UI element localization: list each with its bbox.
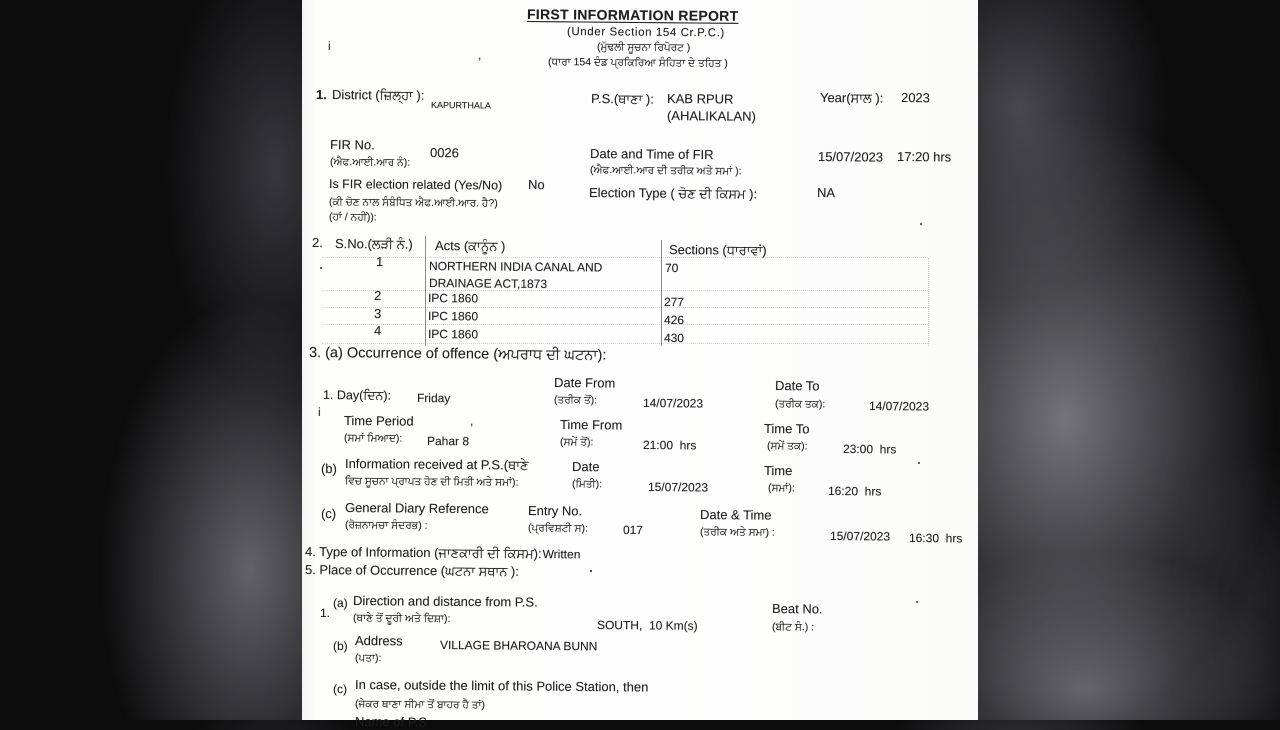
address-value: VILLAGE BHAROANA BUNN	[439, 638, 598, 654]
table-rule	[322, 290, 928, 291]
stray-mark: ,	[469, 414, 474, 429]
time-to-label-punjabi: (ਸਮੇਂ ਤਕ):	[766, 440, 808, 453]
item-marker: (c)	[332, 682, 348, 697]
table-rule	[322, 257, 928, 258]
time-to-label: Time To	[763, 421, 810, 437]
election-type-label: Election Type ( ਚੋਣ ਦੀ ਕਿਸਮ ):	[588, 185, 758, 202]
info-received-label: Information received at P.S.(ਥਾਣੇ	[344, 456, 529, 473]
speck	[918, 462, 920, 464]
direction-label-punjabi: (ਥਾਣੇ ਤੋਂ ਦੂਰੀ ਅਤੇ ਦਿਸ਼ਾ):	[352, 612, 451, 625]
info-received-label-punjabi: ਵਿਚ ਸੂਚਨਾ ਪ੍ਰਾਪਤ ਹੋਣ ਦੀ ਮਿਤੀ ਅਤੇ ਸਮਾਂ):	[344, 475, 519, 489]
diary-datetime-label: Date & Time	[699, 507, 772, 523]
table-cell-section: 70	[664, 261, 679, 276]
item-marker: (c)	[320, 506, 337, 522]
acts-header-sno: S.No.(ਲੜੀ ਨੰ.)	[334, 236, 413, 252]
election-related-label: Is FIR election related (Yes/No)	[328, 177, 503, 193]
item-marker: (a)	[332, 596, 348, 611]
time-period-label: Time Period	[343, 413, 414, 429]
police-station-label: P.S.(ਥਾਣਾ ):	[590, 91, 654, 107]
info-type-value: Written	[542, 547, 581, 562]
outside-limit-label: In case, outside the limit of this Police Station, then	[354, 677, 649, 695]
fir-time-value: 17:20 hrs	[896, 149, 952, 165]
fir-date-value: 15/07/2023	[817, 149, 884, 165]
district-value: KAPURTHALA	[430, 100, 491, 111]
date-from-label: Date From	[553, 375, 616, 391]
report-subtitle-punjabi: (ਮੁੱਢਲੀ ਸੂਚਨਾ ਰਿਪੋਰਟ )	[596, 41, 691, 54]
table-rule	[322, 307, 928, 308]
info-received-date-value: 15/07/2023	[647, 480, 709, 495]
general-diary-label: General Diary Reference	[344, 500, 489, 517]
diary-date-value: 15/07/2023	[829, 529, 891, 544]
date-to-label: Date To	[774, 378, 820, 394]
outside-limit-label-punjabi: (ਜੇਕਰ ਥਾਣਾ ਸੀਮਾ ਤੋਂ ਬਾਹਰ ਹੈ ਤਾਂ)	[354, 698, 486, 712]
table-cell-act: IPC 1860	[427, 327, 479, 342]
section-number: 2.	[311, 235, 323, 251]
diary-datetime-label-punjabi: (ਤਰੀਕ ਅਤੇ ਸਮਾ) :	[699, 526, 775, 539]
table-rule	[322, 324, 928, 325]
section-number: 1.	[315, 87, 327, 103]
table-cell-act: IPC 1860	[427, 291, 479, 306]
fir-no-label-punjabi: (ਐਫ.ਆਈ.ਆਰ ਨੰ):	[329, 156, 411, 169]
district-label: District (ਜ਼ਿਲ੍ਹਾ ):	[331, 87, 425, 103]
table-column-divider	[661, 240, 662, 346]
fir-datetime-label-punjabi: (ਐਫ.ਆਈ.ਆਰ ਦੀ ਤਰੀਕ ਅਤੇ ਸਮਾਂ ):	[589, 164, 742, 178]
table-cell-section: 430	[663, 331, 685, 346]
report-section-punjabi: (ਧਾਰਾ 154 ਦੰਡ ਪ੍ਰਕਿਰਿਆ ਸੰਹਿਤਾ ਦੇ ਤਹਿਤ )	[547, 56, 728, 70]
day-label: 1. Day(ਦਿਨ):	[322, 388, 392, 403]
day-value: Friday	[416, 391, 451, 406]
beat-no-label: Beat No.	[771, 601, 823, 617]
item-marker: (b)	[332, 639, 348, 654]
speck	[590, 570, 592, 572]
direction-value: SOUTH, 10 Km(s)	[596, 618, 698, 633]
election-related-label-punjabi-2: (ਹਾਂ / ਨਹੀਂ)):	[328, 211, 377, 224]
fir-no-value: 0026	[429, 145, 459, 161]
table-cell-act: NORTHERN INDIA CANAL AND	[428, 259, 603, 275]
stray-mark: i	[327, 39, 331, 54]
time-to-value: 23:00 hrs	[842, 442, 897, 457]
beat-no-label-punjabi: (ਬੀਟ ਸੰ.) :	[771, 621, 815, 634]
time-from-label-punjabi: (ਸਮੇਂ ਤੋਂ):	[559, 436, 594, 449]
table-rule	[322, 343, 928, 344]
entry-no-label-punjabi: (ਪ੍ਰਵਿਸ਼ਟੀ ਸ):	[527, 522, 589, 535]
address-label-punjabi: (ਪਤਾ):	[354, 652, 382, 665]
date-from-value: 14/07/2023	[642, 396, 704, 411]
fir-no-label: FIR No.	[329, 137, 375, 153]
table-cell-sno: 4	[373, 323, 382, 339]
table-cell-act: IPC 1860	[427, 309, 479, 324]
info-type-label: 4. Type of Information (ਜਾਣਕਾਰੀ ਦੀ ਕਿਸਮ):	[304, 544, 542, 562]
year-label: Year(ਸਾਲ ):	[819, 90, 884, 106]
police-station-value: KAB RPUR	[666, 91, 734, 107]
table-cell-section: 426	[663, 313, 685, 328]
date-to-label-punjabi: (ਤਰੀਕ ਤਕ):	[774, 398, 826, 411]
outside-ps-name-label: Name of P.S	[354, 714, 428, 730]
occurrence-heading: 3. (a) Occurrence of offence (ਅਪਰਾਧ ਦੀ ਘਟਨਾ):	[308, 345, 607, 364]
election-related-value: No	[527, 177, 545, 193]
date-from-label-punjabi: (ਤਰੀਕ ਤੋਂ):	[553, 394, 598, 407]
stray-mark: i	[317, 405, 321, 420]
address-label: Address	[354, 633, 403, 649]
report-title: FIRST INFORMATION REPORT	[526, 6, 739, 24]
entry-no-value: 017	[622, 523, 644, 538]
direction-label: Direction and distance from P.S.	[352, 593, 538, 610]
info-received-date-label-punjabi: (ਮਿਤੀ):	[571, 478, 603, 491]
year-value: 2023	[900, 90, 930, 106]
table-column-divider	[425, 236, 426, 346]
speck	[920, 223, 922, 225]
time-period-value: Pahar 8	[426, 434, 470, 449]
place-heading: 5. Place of Occurrence (ਘਟਨਾ ਸਥਾਨ ):	[304, 562, 519, 579]
time-period-label-punjabi: (ਸਮਾਂ ਮਿਆਦ):	[343, 432, 403, 445]
report-subtitle: (Under Section 154 Cr.P.C.)	[566, 26, 725, 40]
speck	[320, 267, 322, 269]
table-cell-act-line2: DRAINAGE ACT,1873	[428, 276, 548, 292]
table-cell-sno: 1	[375, 254, 384, 270]
police-station-value-line2: (AHALIKALAN)	[666, 108, 756, 124]
info-received-time-label: Time	[763, 463, 793, 479]
speck	[916, 601, 918, 603]
acts-header-sections: Sections (ਧਾਰਾਵਾਂ)	[668, 242, 767, 258]
table-border	[928, 258, 929, 346]
stray-mark: ,	[477, 48, 482, 63]
general-diary-label-punjabi: (ਰੋਜ਼ਨਾਮਚਾ ਸੰਦਰਭ) :	[344, 519, 428, 532]
diary-time-value: 16:30 hrs	[908, 531, 963, 546]
time-from-label: Time From	[559, 417, 623, 433]
time-from-value: 21:00 hrs	[642, 438, 697, 453]
item-marker: (b)	[320, 461, 337, 477]
table-cell-sno: 2	[373, 288, 382, 304]
info-received-time-value: 16:20 hrs	[827, 484, 882, 499]
item-number: 1.	[319, 606, 331, 621]
fir-datetime-label: Date and Time of FIR	[589, 146, 714, 163]
info-type-row	[305, 544, 581, 561]
table-cell-section: 277	[663, 295, 685, 310]
entry-no-label: Entry No.	[527, 503, 583, 519]
acts-header-acts: Acts (ਕਾਨੂੰਨ )	[434, 238, 506, 254]
fir-document-page	[302, 0, 978, 730]
election-related-label-punjabi: (ਕੀ ਚੋਣ ਨਾਲ ਸੰਬੰਧਿਤ ਐਫ.ਆਈ.ਆਰ. ਹੈ?)	[328, 196, 498, 210]
election-type-value: NA	[816, 185, 836, 201]
date-to-value: 14/07/2023	[868, 399, 930, 414]
info-received-date-label: Date	[571, 459, 600, 475]
info-received-time-label-punjabi: (ਸਮਾਂ):	[767, 482, 795, 495]
table-cell-sno: 3	[373, 306, 382, 322]
